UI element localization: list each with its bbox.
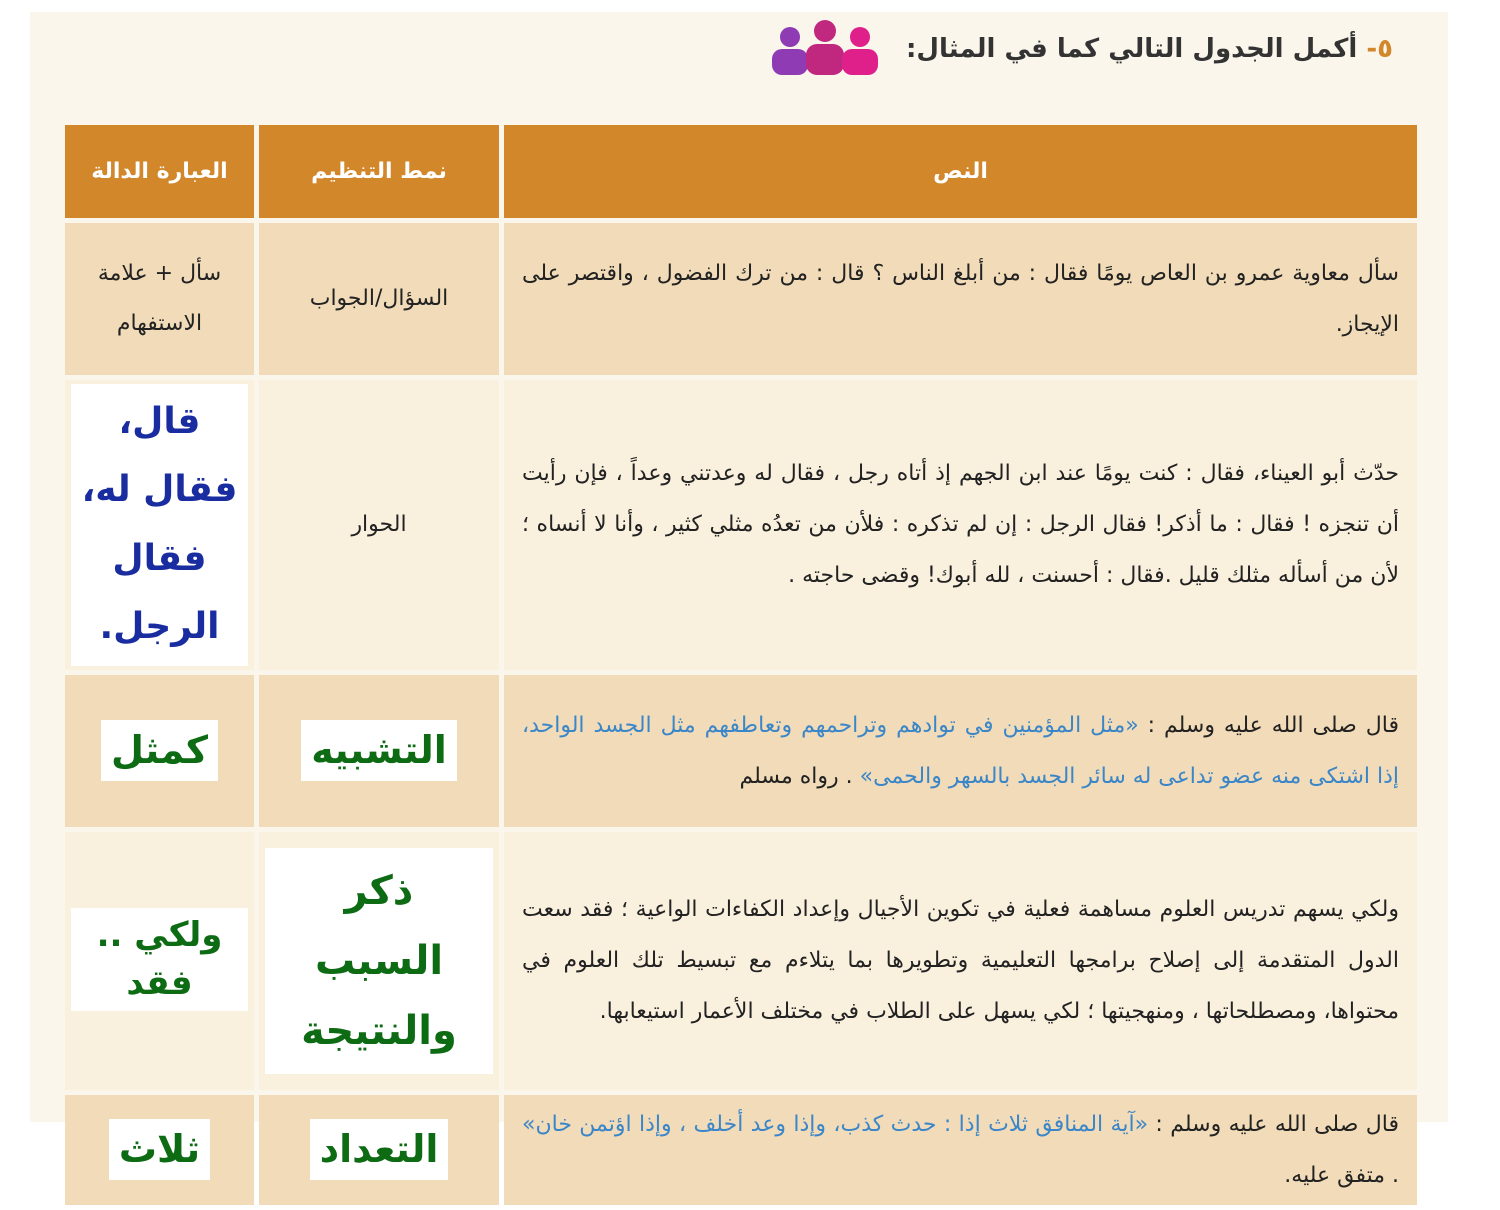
row-indicator	[65, 675, 254, 827]
answer-box: التعداد	[310, 1119, 449, 1180]
quote-source: . رواه مسلم	[739, 763, 853, 789]
row-text	[504, 675, 1417, 827]
answer-box: ثلاث	[109, 1119, 210, 1180]
answer-line: والنتيجة	[301, 1007, 457, 1054]
header-text: النص	[504, 125, 1417, 218]
table-row	[65, 675, 1417, 827]
header-indicator: العبارة الدالة	[65, 125, 254, 218]
row-text	[504, 1095, 1417, 1205]
answer-box	[265, 848, 493, 1074]
answer-line: فقال الرجل.	[99, 537, 220, 648]
row-pattern	[259, 1095, 499, 1205]
row-pattern: الحوار	[259, 380, 499, 670]
hadith-quote: «مثل المؤمنين في توادهم وتراحمهم وتعاطفهم مثل الجسد الواحد، إذا اشتكى منه عضو تداعى له سائر الجسد بالسهر والحمى»	[522, 712, 1399, 789]
row-indicator	[65, 1095, 254, 1205]
table-row	[65, 380, 1417, 670]
question-text: أكمل الجدول التالي كما في المثال:	[905, 34, 1358, 64]
row-indicator	[65, 380, 254, 670]
table-row	[65, 832, 1417, 1090]
row-pattern: السؤال/الجواب	[259, 223, 499, 375]
question-header	[30, 12, 1448, 112]
row-indicator	[65, 832, 254, 1090]
group-people-icon	[768, 17, 883, 79]
organization-table	[60, 120, 1422, 1210]
answer-box	[71, 384, 248, 666]
answer-box: التشبيه	[301, 720, 457, 781]
hadith-quote: «آية المنافق ثلاث إذا : حدث كذب، وإذا وعد أخلف ، وإذا اؤتمن خان»	[522, 1111, 1149, 1137]
quote-source: . متفق عليه.	[1284, 1162, 1399, 1188]
quote-prefix: قال صلى الله عليه وسلم :	[1147, 712, 1400, 738]
row-pattern	[259, 832, 499, 1090]
table-row	[65, 1095, 1417, 1205]
answer-line: قال، فقال له،	[81, 401, 238, 511]
question-number: ٥-	[1366, 34, 1393, 64]
row-text: سأل معاوية عمرو بن العاص يومًا فقال : من أبلغ الناس ؟ قال : من ترك الفضول ، واقتصر على الإيجاز.	[504, 223, 1417, 375]
answer-box: كمثل	[101, 720, 218, 781]
question-title	[906, 34, 1393, 64]
row-indicator: سأل + علامة الاستفهام	[65, 223, 254, 375]
table-row	[65, 223, 1417, 375]
quote-prefix: قال صلى الله عليه وسلم :	[1155, 1111, 1399, 1137]
worksheet-page	[30, 12, 1448, 1188]
table-header-row	[65, 125, 1417, 218]
header-pattern: نمط التنظيم	[259, 125, 499, 218]
row-text: ولكي يسهم تدريس العلوم مساهمة فعلية في تكوين الأجيال وإعداد الكفاءات الواعية ؛ فقد سعت الدول المتقدمة إلى إصلاح برامجها التعليمية وتطويرها بما يتلاءم مع تبسيط تلك العلوم في محتواها، ومصطلحاتها ، ومنهجيتها ؛ لكي يسهل على الطلاب في مختلف الأعمار استيعابها.	[504, 832, 1417, 1090]
answer-line: ذكر السبب	[314, 867, 444, 984]
row-text: حدّث أبو العيناء، فقال : كنت يومًا عند ابن الجهم إذ أتاه رجل ، فقال له وعدتني وعداً ، فإن رأيت أن تنجزه ! فقال : ما أذكر! فقال الرجل : إن لم تذكره : فلأن من تعدُه مثلي كثير ، وأنا لا أنساه ؛ لأن من أسأله مثلك قليل .فقال : أحسنت ، لله أبوك! وقضى حاجته .	[504, 380, 1417, 670]
answer-box: ولكي .. فقد	[71, 908, 248, 1011]
row-pattern	[259, 675, 499, 827]
